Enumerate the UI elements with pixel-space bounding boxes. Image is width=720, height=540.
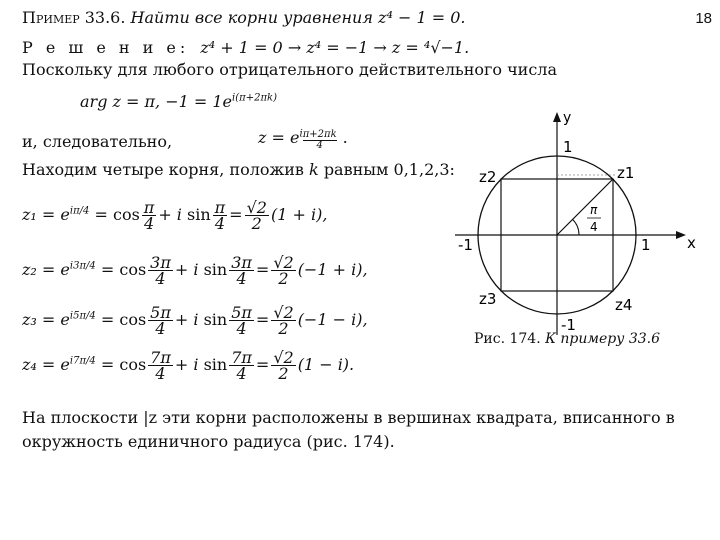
z-formula: $z = e^i$ $\frac{\pi+2\pi k}{4}$ . [258, 128, 348, 151]
figure-caption: Рис. 174. К примеру 33.6 [474, 331, 661, 347]
root-z2: $z_2 = e^{i3\pi/4} = \cos$ $\frac{3\pi}{4}$ + i sin $\frac{3\pi}{4}$ = $\frac{√2}{2}$ (−1 + i), [22, 253, 368, 288]
radius-z1 [557, 179, 613, 235]
conclusion-line-1: На плоскости |z эти корни расположены в вершинах квадрата, вписанного в [22, 408, 675, 427]
example-task: Найти все корни уравнения [130, 8, 373, 27]
y-axis-arrow [553, 112, 561, 122]
label-z2: z2 [479, 168, 497, 186]
angle-label-den: 4 [590, 220, 598, 234]
find-roots-line: Находим четыре корня, положив k равным 0,1,2,3: [22, 160, 455, 179]
solution-text-line: Поскольку для любого отрицательного действительного числа [22, 60, 557, 79]
x-axis-arrow [676, 231, 686, 239]
label-z4: z4 [615, 296, 633, 314]
label-z1: z1 [617, 164, 635, 182]
figure-174 [455, 90, 715, 360]
example-heading [22, 8, 465, 27]
page-number: 18 [695, 10, 712, 27]
angle-label-num: π [590, 203, 598, 217]
x-axis-label: x [687, 234, 696, 252]
label-minus-one-left: -1 [458, 236, 473, 254]
root-z4: $z_4 = e^{i7\pi/4} = \cos$ $\frac{7\pi}{4}$ + i sin $\frac{7\pi}{4}$ = $\frac{√2}{2}$ (1 − i). [22, 348, 355, 383]
solution-chain: z⁴ + 1 = 0 → z⁴ = −1 → z = ⁴√−1. [200, 38, 470, 57]
label-one-right: 1 [641, 236, 651, 254]
example-equation: z⁴ − 1 = 0. [378, 8, 466, 27]
root-z1: $z_1 = e^{i\pi/4} = \cos$ $\frac{\pi}{4}$ + i sin $\frac{\pi}{4}$ = $\frac{√2}{2}$ (1 + i), [22, 198, 328, 233]
solution-line [22, 38, 469, 57]
root-z3: $z_3 = e^{i5\pi/4} = \cos$ $\frac{5\pi}{4}$ + i sin $\frac{5\pi}{4}$ = $\frac{√2}{2}$ (−1 − i), [22, 303, 368, 338]
hence-text: и, следовательно, [22, 132, 173, 151]
label-z3: z3 [479, 290, 497, 308]
conclusion-line-2: окружность единичного радиуса (рис. 174). [22, 432, 395, 451]
label-one-top: 1 [563, 138, 573, 156]
angle-arc [573, 219, 579, 235]
example-label: Пример 33.6. [22, 8, 126, 27]
label-minus-one-bottom: -1 [561, 316, 576, 334]
y-axis-label: y [563, 110, 572, 126]
arg-equation: arg z = π, $-1 = 1e^{i(\pi+2\pi k)}$ [80, 92, 277, 111]
solution-label: Р е ш е н и е: [22, 38, 190, 57]
